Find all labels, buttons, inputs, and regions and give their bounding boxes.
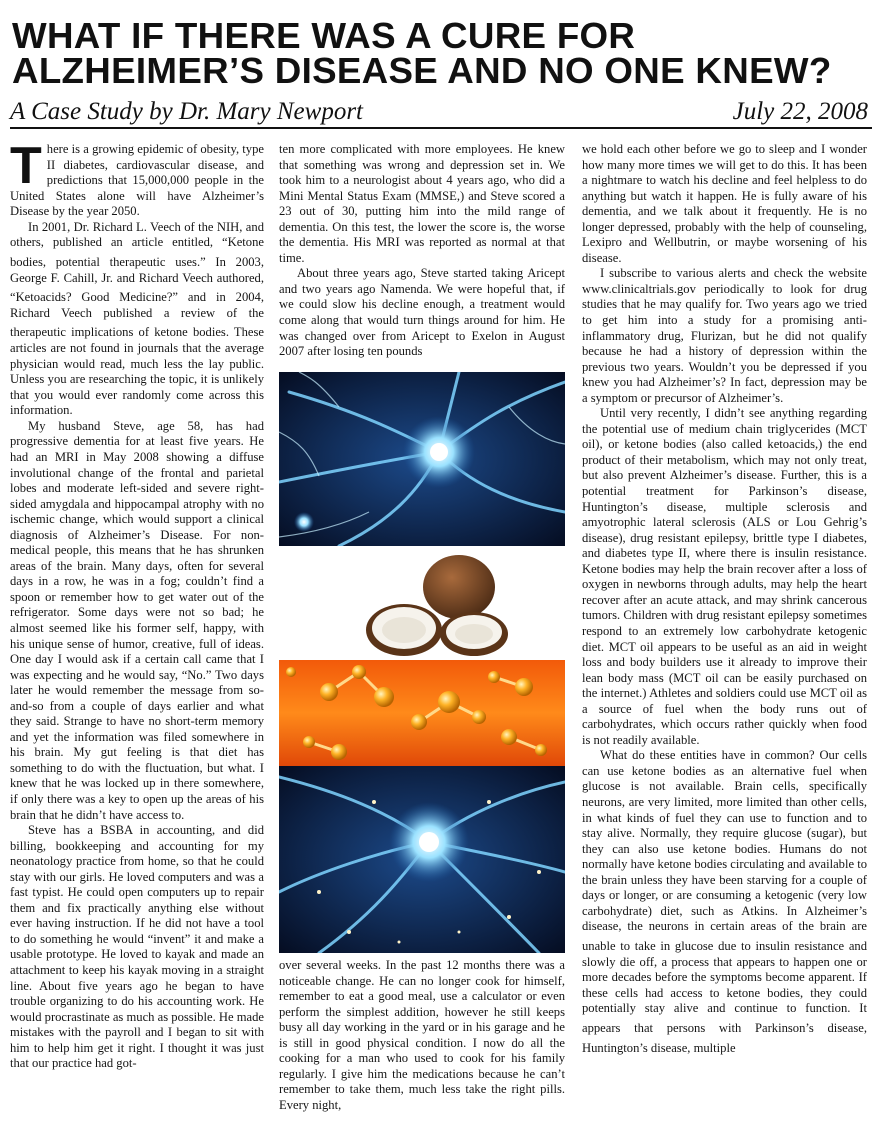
paragraph [582,748,867,1056]
article-date: July 22, 2008 [732,98,868,125]
headline-line-2: ALZHEIMER’S DISEASE AND NO ONE KNEW? [12,50,832,91]
paragraph-text: These articles are not found in journals that the average physician would read, much less the lay public. Unless you are researching the topic, it is unlikely that you would ever randomly come across this information. [10,325,264,418]
author-line: A Case Study by Dr. Mary Newport [10,98,363,125]
headline [12,15,877,91]
illustration [279,372,565,953]
paragraph [10,137,264,220]
headline-line-1: WHAT IF THERE WAS A CURE FOR [12,15,636,56]
column-2-continued [279,958,565,1113]
byline [10,97,872,129]
paragraph-text: and in 2004, Richard Veech published a review of the therapeutic implications of ketone bodies. [10,290,264,340]
column-1 [10,137,264,1072]
paragraph: ten more complicated with more employees. He knew that something was wrong and depression set in. We took him to a neurologist about 4 years ago, who did a Mini Mental Status Exam (MMSE,) and Steve scored a 23 out of 30, putting him into the mild range of dementia. On this test, the lower the score is, the worse the dementia. His MRI was reported as normal at that time. [279,142,565,265]
coconut-image [279,546,565,660]
paragraph: Until very recently, I didn’t see anything regarding the potential use of medium chain triglycerides (MCT oil), or ketone bodies (also called ketoacids,) the end product of their metabolism, which may not only treat, but also prevent Alzheimer’s disease. Further, this is a potential treatment for Parkinson’s disease, Huntington’s disease, multiple sclerosis and amyotrophic lateral sclerosis (ALS or Lou Gehrig’s disease), drug resistant epilepsy, brittle type I diabetes, and diabetes type II, where there is insulin resistance. Ketone bodies may help the brain recover after a loss of oxygen in newborns through adults, may help the heart recover after an acute attack, and may shrink cancerous tumors. Children with drug resistant epilepsy sometimes respond to an extremely low carbohydrate ketogenic diet. MCT oil appears to be useful as an aid in weight loss and body builders use it already to improve their lean body mass (MCT oil can be easily purchased on the internet.) Athletes and soldiers could use MCT oil as a source of fuel when the body runs out of carbohydrates, which occurs rather quickly when food is not readily available. [582,406,867,747]
paragraph-text: Huntington’s disease, [582,1040,694,1055]
image-stack [279,372,565,953]
paragraph-text: In 2003, George F. Cahill, Jr. and Richard Veech authored, “Ketoacids? Good Medicine?” [10,255,264,305]
neuron-image-2 [279,766,565,953]
paragraph: we hold each other before we go to sleep and I wonder how many more times we will get to do this. It has been a nightmare to watch his decline and feel helpless to do anything but watch it happen. He is fully aware of his dementia, and we talk about it frequently. He is no longer depressed, probably with the help of counseling, Lexipro and Wellbutrin, or maybe worsening of his disease. [582,142,867,265]
paragraph: My husband Steve, age 58, has had progressive dementia for at least five years. He had an MRI in May 2008 showing a diffuse involutional change of the frontal and parietal lobes and moderate left-sided and severe right-sided amygdala and hippocampal atrophy with no ischemic change, which would support a clinical diagnosis of Alzheimer’s Disease. For non-medical people, this means that he has shrunken areas of the brain. Many days, often for several days in a row, he was in a fog; couldn’t find a spoon or remember how to get water out of the refrigerator. Some days were not so bad; he almost seemed like his former self, happy, with his unique sense of humor, creative, full of ideas. One day I would ask if a certain call came that I was expecting and he would say, “No.” Two days later he would remember the message from so-and-so from a couple of days earlier and what they said. Strange to have no short-term memory and yet the information was filed somewhere in his brain. My gut feeling is that diet has something to do with the fluctuation, but what. I knew that he was locked up in there somewhere, if only there was a key to open up the areas of his brain that he didn’t have access to. [10,418,264,822]
molecule-image [279,660,565,766]
column-2 [279,142,565,360]
paragraph-text: What do these entities have in common? Our cells can use ketone bodies as an alternative fuel when glucose is not available. Brain cells, specifically neurons, are very limited, more limited than other cells, in what kinds of fuel they can use to function and to stay alive. Normally, they require glucose (sugar), but they can also use ketone bodies. Humans do not normally have ketone bodies circulating and available to the brain unless they have been starving for a couple of days or longer, or are consuming a ketogenic (very low carbohydrate) diet, such as Atkins. In Alzheimer’s disease, the neurons in certain areas of the brain are unable to take in glucose [582,748,868,954]
drop-cap: T [10,137,42,195]
paragraph-text: due to insulin resistance and slowly die off, a process that appears to happen one or more decades before the symptoms become apparent. If these cells had access to ketone bodies, they could potentially stay alive and continue to function. It appears that persons with Parkinson’s disease, [582,939,868,1035]
paragraph [10,220,264,419]
column-3 [582,142,867,1056]
paragraph: Steve has a BSBA in accounting, and did billing, bookkeeping and accounting for my neonatology practice from home, so that he could stay with our girls. He loved computers and was a fast typist. He could open computers up to repair them and fix practically anything else without ever having instruction. If he did not have a tool to do something he would “invent” it and make a usable prototype. He loved to kayak and made an attachment to keep his kayak moving in a straight line. About five years ago he began to have trouble organizing to do his accounting work. He would procrastinate as much as possible. He made mistakes with the payroll and I began to sit with him to help him get it right. I thought it was just that our practice had got- [10,823,264,1071]
paragraph: over several weeks. In the past 12 months there was a noticeable change. He can no longer cook for himself, remember to eat a good meal, use a calculator or even perform the simplest addition, however he still keeps busy all day working in the yard or in his garage and he is still in good physical condition. I now do all the cooking for a man who used to cook for his family regularly. I give him the medications because he can’t remember to take them, much less take the right pills. Every night, [279,958,565,1112]
paragraph-text: multiple [693,1040,736,1055]
paragraph: I subscribe to various alerts and check the website www.clinicaltrials.gov periodically to look for drug studies that he may qualify for. Two years ago we tried to get him into a study for a promising anti-inflammatory drug, Flurizan, but he did not qualify because he had a history of depression within the previous two years. Wouldn’t you be depressed if you knew you had Alzheimer’s? In fact, depression may be a symptom or precursor of Alzheimer’s. [582,266,867,405]
neuron-image [279,372,565,546]
paragraph-text: In 2001, Dr. Richard L. Veech of the NIH, and others, published an article entitled, “Ketone bodies, potential therapeutic uses.” [10,219,264,270]
paragraph-text: here is a growing epidemic of obesity, type II diabetes, cardiovascular disease, and predictions that 15,000,000 people in the United States alone will have Alzheimer’s Disease by the year 2050. [10,142,264,219]
paragraph: About three years ago, Steve started taking Aricept and two years ago Namenda. We were hopeful that, if we could slow his decline enough, a treatment would come along that would turn things around for him. He was changed over from Aricept to Exelon in August 2007 after losing ten pounds [279,266,565,359]
